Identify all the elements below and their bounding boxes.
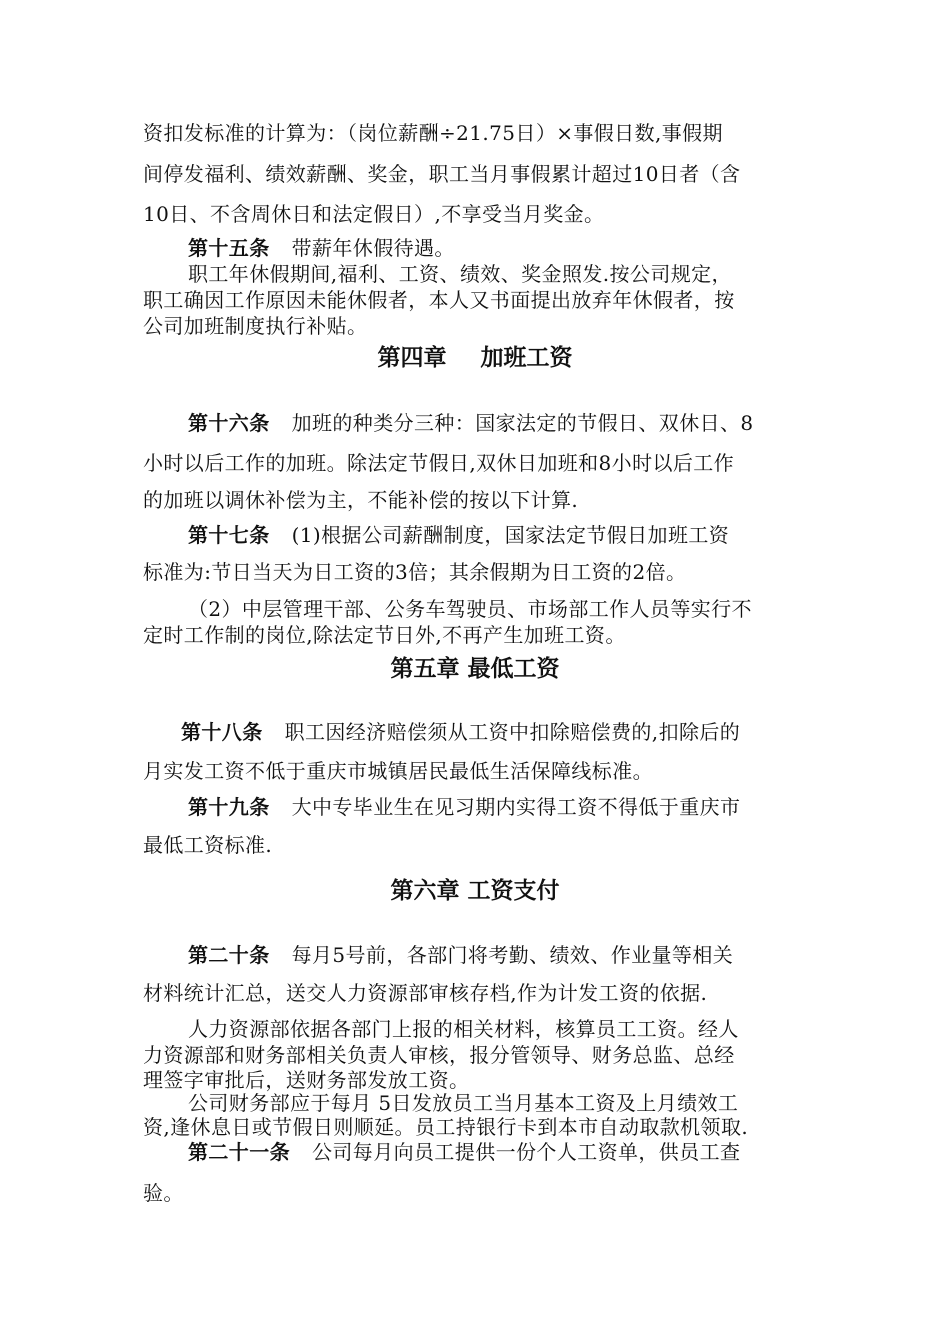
paragraph-line: 的加班以调休补偿为主，不能补偿的按以下计算. [143, 488, 579, 512]
paragraph-line: 标准为:节日当天为日工资的3倍；其余假期为日工资的2倍。 [143, 560, 687, 584]
article-label: 第十八条 [181, 720, 263, 744]
article-15 [188, 235, 854, 261]
article-17 [188, 522, 854, 548]
article-20 [188, 942, 854, 968]
paragraph-line: 月实发工资不低于重庆市城镇居民最低生活保障线标准。 [143, 759, 653, 783]
article-label: 第十九条 [188, 795, 270, 819]
chapter-heading-6: 第六章 工资支付 [390, 878, 560, 904]
article-text: 加班的种类分三种：国家法定的节假日、双休日、8 [291, 411, 754, 435]
article-label: 第十七条 [188, 523, 270, 547]
paragraph-line: 职工确因工作原因未能休假者，本人又书面提出放弃年休假者，按 [143, 288, 735, 312]
article-label: 第十六条 [188, 411, 270, 435]
paragraph-line: 定时工作制的岗位,除法定节日外,不再产生加班工资。 [143, 623, 626, 647]
paragraph-line: 验。 [143, 1181, 184, 1205]
paragraph-line: 间停发福利、绩效薪酬、奖金，职工当月事假累计超过10日者（含 [143, 162, 741, 186]
paragraph-line: 人力资源部依据各部门上报的相关材料，核算员工工资。经人 [188, 1017, 739, 1041]
paragraph-line: 理签字审批后，送财务部发放工资。 [143, 1068, 470, 1092]
article-19 [188, 794, 854, 820]
article-text: (1)根据公司薪酬制度，国家法定节假日加班工资 [291, 523, 730, 547]
article-label: 第二十一条 [188, 1140, 290, 1164]
article-label: 第二十条 [188, 943, 270, 967]
paragraph-line: 公司财务部应于每月 5日发放员工当月基本工资及上月绩效工 [188, 1091, 739, 1115]
article-16 [188, 410, 854, 436]
article-text: 职工因经济赔偿须从工资中扣除赔偿费的,扣除后的 [284, 720, 741, 744]
chapter-heading-5: 第五章 最低工资 [390, 656, 560, 682]
paragraph-line: 小时以后工作的加班。除法定节假日,双休日加班和8小时以后工作 [143, 451, 735, 475]
paragraph-line: 资扣发标准的计算为：（岗位薪酬÷21.75日）×事假日数,事假期 [143, 121, 723, 145]
paragraph-line: 最低工资标准. [143, 833, 273, 857]
paragraph-line: 力资源部和财务部相关负责人审核，报分管领导、财务总监、总经 [143, 1043, 735, 1067]
paragraph-line: 公司加班制度执行补贴。 [143, 314, 368, 338]
paragraph-line: 10日、不含周休日和法定假日）,不享受当月奖金。 [143, 202, 605, 226]
chapter-heading-4: 第四章 加班工资 [377, 345, 573, 371]
article-label: 第十五条 [188, 236, 270, 260]
paragraph-line: 资,逢休息日或节假日则顺延。员工持银行卡到本市自动取款机领取. [143, 1115, 749, 1139]
article-21 [188, 1139, 854, 1165]
article-text: 公司每月向员工提供一份个人工资单，供员工查 [312, 1140, 741, 1164]
article-text: 每月5号前，各部门将考勤、绩效、作业量等相关 [291, 943, 734, 967]
paragraph-line: （2）中层管理干部、公务车驾驶员、市场部工作人员等实行不 [188, 597, 752, 621]
article-text: 大中专毕业生在见习期内实得工资不得低于重庆市 [291, 795, 741, 819]
paragraph-line: 职工年休假期间,福利、工资、绩效、奖金照发.按公司规定， [188, 262, 732, 286]
article-18 [181, 719, 847, 745]
article-text: 带薪年休假待遇。 [291, 236, 455, 260]
paragraph-line: 材料统计汇总，送交人力资源部审核存档,作为计发工资的依据. [143, 981, 708, 1005]
